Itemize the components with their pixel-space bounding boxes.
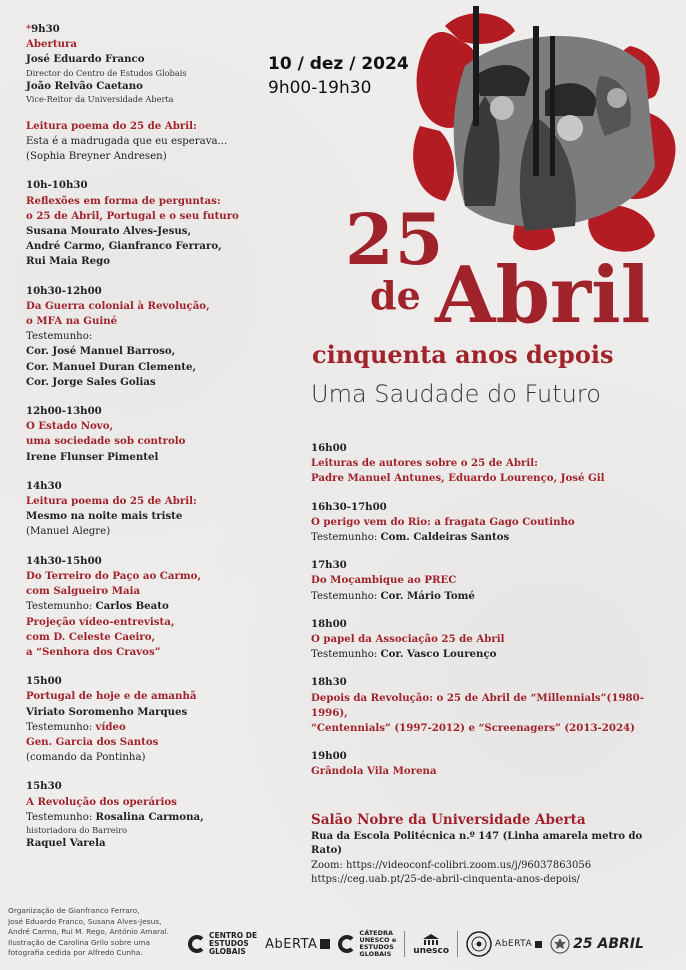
program-block-guerra-colonial <box>26 284 286 390</box>
credit-line: Organização de Gianfranco Ferraro, <box>8 906 140 915</box>
catedra-text <box>359 930 396 958</box>
speaker-name: Viriato Soromenho Marques <box>26 705 188 718</box>
program-block-terreiro-paco <box>26 554 286 660</box>
speaker-name: Rosalina Carmona, <box>95 810 204 823</box>
testimony-line <box>26 599 286 614</box>
program-block-fragata <box>311 500 671 546</box>
carnation-circle-icon <box>550 934 570 954</box>
session-title: O Estado Novo, <box>26 420 114 433</box>
ceg-line: GLOBAIS <box>209 947 246 956</box>
aberta-wordmark: AbERTA <box>265 936 318 952</box>
session-title: o MFA na Guiné <box>26 315 118 328</box>
venue-info <box>311 813 671 888</box>
time <box>26 22 286 37</box>
time-label: 18h30 <box>311 676 347 689</box>
subtitle: cinquenta anos depois <box>312 340 614 369</box>
time-label: 10h-10h30 <box>26 179 88 192</box>
time-label: 9h30 <box>31 23 60 35</box>
session-title: “Centennials” (1997-2012) e “Screenagers” (2013-2024) <box>311 722 635 735</box>
title-abril: Abril <box>435 250 651 341</box>
catedra-g-icon <box>338 935 356 953</box>
time-label: 15h00 <box>26 675 62 688</box>
program-right-column <box>311 441 671 793</box>
aberta-square-icon <box>320 939 330 949</box>
program-block-reflexoes <box>26 178 286 269</box>
asterisk: * <box>26 24 32 35</box>
testimony-label: Testemunho: <box>26 601 93 613</box>
logo-divider <box>457 931 458 957</box>
ceg-g-icon <box>188 935 206 953</box>
program-block-grandola <box>311 749 671 779</box>
program-block-poema-1 <box>26 119 286 165</box>
program-block-poema-2 <box>26 479 286 540</box>
program-block-mocambique <box>311 558 671 604</box>
testimony-label: Testemunho: <box>311 649 378 661</box>
ceg-text <box>209 932 257 956</box>
session-title: O papel da Associação 25 de Abril <box>311 633 505 646</box>
testimony-label: Testemunho: <box>26 721 93 733</box>
session-title: A Revolução dos operários <box>26 795 177 808</box>
speaker-name: Rui Maia Rego <box>26 255 111 268</box>
speaker-name: Cor. Manuel Duran Clemente, <box>26 360 197 373</box>
time-label: 16h30-17h00 <box>311 500 387 513</box>
speaker-name: Com. Caldeiras Santos <box>380 531 510 544</box>
session-title: Leitura poema do 25 de Abril: <box>26 119 197 132</box>
credit-line: André Carmo, Rui M. Rego, António Amaral. <box>8 927 169 937</box>
logo-unesco <box>413 934 449 955</box>
session-title: Padre Manuel Antunes, Eduardo Lourenço, José Gil <box>311 472 605 485</box>
assoc-wordmark: 25 ABRIL <box>573 936 644 952</box>
zoom-link[interactable]: Zoom: https://videoconf-colibri.zoom.us/j/96037863056 <box>311 859 592 871</box>
soldiers-with-carnations-illustration <box>405 6 681 258</box>
session-title: Depois da Revolução: o 25 de Abril de “Millennials”(1980-1996), <box>311 691 644 719</box>
speaker-name: Cor. José Manuel Barroso, <box>26 345 176 358</box>
logo-associacao-25-abril <box>550 934 644 954</box>
speaker-name: Cor. Jorge Sales Golias <box>26 375 156 388</box>
poem-title: Esta é a madrugada que eu esperava... <box>26 136 228 148</box>
session-title: Leitura poema do 25 de Abril: <box>26 495 197 508</box>
partner-logos <box>188 926 682 962</box>
testimony-line <box>26 810 286 825</box>
speaker-name: Irene Flunser Pimentel <box>26 450 159 463</box>
testimony-line <box>311 530 671 545</box>
title-number: 25 <box>345 198 445 281</box>
program-block-depois-revolucao <box>311 675 671 736</box>
session-title: o 25 de Abril, Portugal e o seu futuro <box>26 209 239 222</box>
speaker-name: André Carmo, Gianfranco Ferraro, <box>26 240 222 253</box>
hours-text: 9h00-19h30 <box>268 78 372 98</box>
program-block-revolucao-operarios <box>26 779 286 851</box>
venue-address: Rua da Escola Politécnica n.º 147 (Linha amarela metro do Rato) <box>311 830 643 856</box>
speaker-name: Cor. Mário Tomé <box>380 589 475 602</box>
catedra-line: GLOBAIS <box>359 950 392 958</box>
speaker-name: João Relvão Caetano <box>26 79 143 92</box>
seal-icon <box>466 931 492 957</box>
program-block-portugal-hoje <box>26 674 286 765</box>
session-title: Leituras de autores sobre o 25 de Abril: <box>311 457 538 470</box>
tagline: Uma Saudade do Futuro <box>311 380 601 408</box>
program-left-column <box>26 22 286 865</box>
program-block-estado-novo <box>26 404 286 465</box>
time-label: 16h00 <box>311 442 347 454</box>
program-block-associacao <box>311 617 671 663</box>
speaker-name: Carlos Beato <box>95 600 169 613</box>
session-title: O perigo vem do Rio: a fragata Gago Coutinho <box>311 515 575 528</box>
unesco-temple-icon <box>422 934 440 946</box>
speaker-name: José Eduardo Franco <box>26 53 145 66</box>
session-title: com Salgueiro Maia <box>26 585 141 598</box>
event-date <box>268 54 409 98</box>
catedra-line: CÁTEDRA <box>359 929 394 937</box>
poem-title: Mesmo na noite mais triste <box>26 510 183 523</box>
speaker-name: Susana Mourato Alves-Jesus, <box>26 225 192 238</box>
session-title: Abertura <box>26 38 77 51</box>
session-title: Reflexões em forma de perguntas: <box>26 194 221 207</box>
testimony-line <box>311 647 671 662</box>
logo-divider <box>404 931 405 957</box>
venue-title: Salão Nobre da Universidade Aberta <box>311 812 586 828</box>
time-label: 10h30-12h00 <box>26 284 102 297</box>
ceg-line: CENTRO DE <box>209 931 258 940</box>
speaker-name: Cor. Vasco Lourenço <box>380 648 497 661</box>
poem-author: (Sophia Breyner Andresen) <box>26 151 167 163</box>
video-label: vídeo <box>95 720 126 733</box>
testimony-label: Testemunho: <box>311 590 378 602</box>
credit-line: fotografia cedida por Alfredo Cunha. <box>8 948 143 958</box>
testimony-line <box>26 720 286 735</box>
session-title: Grândola Vila Morena <box>311 765 437 778</box>
poem-author: (Manuel Alegre) <box>26 526 111 538</box>
session-title: Projeção vídeo-entrevista, <box>26 615 175 628</box>
speaker-role: historiadora do Barreiro <box>26 824 128 835</box>
logo-universidade-aberta <box>265 937 330 952</box>
session-title: a “Senhora dos Cravos” <box>26 645 161 658</box>
date-text: 10 / dez / 2024 <box>268 54 409 74</box>
unesco-wordmark: unesco <box>413 945 450 956</box>
session-title: Do Moçambique ao PREC <box>311 574 457 587</box>
credit-line: Ilustração de Carolina Grilo sobre uma <box>8 937 151 947</box>
catedra-line: UNESCO e <box>359 936 397 944</box>
session-title: uma sociedade sob controlo <box>26 435 186 448</box>
speaker-name: Gen. Garcia dos Santos <box>26 735 159 748</box>
credit-line: José Eduardo Franco, Susana Alves-Jesus, <box>8 916 162 926</box>
aberta-wordmark-small: AbERTA <box>495 939 533 949</box>
testimony-label: Testemunho: <box>311 532 378 544</box>
time-label: 15h30 <box>26 780 62 793</box>
testimony-line <box>311 589 671 604</box>
time-label: 18h00 <box>311 617 347 630</box>
time-label: 17h30 <box>311 559 347 572</box>
testimony-label: Testemunho: <box>26 811 93 823</box>
session-title: com D. Celeste Caeiro, <box>26 630 156 643</box>
testimony-label: Testemunho: <box>26 331 93 343</box>
logo-catedra-unesco <box>338 930 396 958</box>
aberta-square-icon <box>535 941 542 948</box>
catedra-line: ESTUDOS <box>359 943 394 951</box>
credits <box>8 906 188 959</box>
program-block-abertura <box>26 22 286 105</box>
logo-seal <box>466 931 542 957</box>
speaker-role: Vice-Reitor da Universidade Aberta <box>26 93 174 104</box>
session-title: Portugal de hoje e de amanhã <box>26 690 197 703</box>
event-url[interactable]: https://ceg.uab.pt/25-de-abril-cinquenta-anos-depois/ <box>311 874 580 885</box>
title-de: de <box>370 273 421 318</box>
speaker-name: Raquel Varela <box>26 836 106 849</box>
program-block-leituras <box>311 441 671 487</box>
time-label: 12h00-13h00 <box>26 405 102 418</box>
logo-centro-estudos-globais <box>188 932 257 956</box>
time-label: 19h00 <box>311 750 347 763</box>
time-label: 14h30 <box>26 479 62 492</box>
session-title: Da Guerra colonial à Revolução, <box>26 299 210 312</box>
session-title: Do Terreiro do Paço ao Carmo, <box>26 569 202 582</box>
speaker-role: Director do Centro de Estudos Globais <box>26 67 187 78</box>
time-label: 14h30-15h00 <box>26 554 102 567</box>
ceg-line: ESTUDOS <box>209 939 249 948</box>
speaker-note: (comando da Pontinha) <box>26 752 146 764</box>
